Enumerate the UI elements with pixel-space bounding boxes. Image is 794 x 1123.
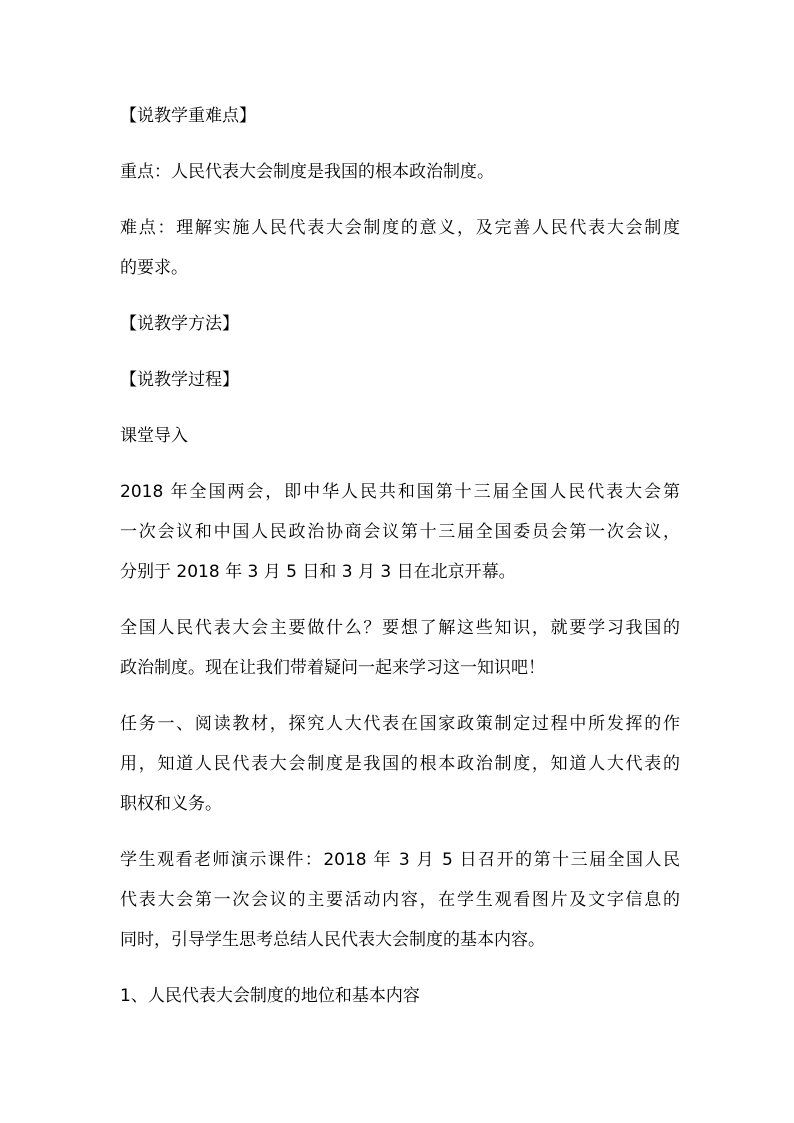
heading-teaching-methods: 【说教学方法】 [120,314,239,334]
section-classroom-intro: 课堂导入 [120,426,188,446]
difficult-point-line-2: 的要求。 [120,258,188,278]
paragraph-1-line-2: 一次会议和中国人民政治协商会议第十三届全国委员会第一次会议， [120,522,680,542]
paragraph-3-line-1: 任务一、阅读教材，探究人大代表在国家政策制定过程中所发挥的作 [120,714,680,734]
paragraph-2-line-1: 全国人民代表大会主要做什么？要想了解这些知识，就要学习我国的 [120,618,680,638]
paragraph-4-line-1: 学生观看老师演示课件：2018 年 3 月 5 日召开的第十三届全国人民 [120,850,680,870]
paragraph-3-line-2: 用，知道人民代表大会制度是我国的根本政治制度，知道人大代表的 [120,754,680,774]
heading-teaching-process: 【说教学过程】 [120,370,239,390]
paragraph-3-line-3: 职权和义务。 [120,794,222,814]
difficult-point-line-1: 难点：理解实施人民代表大会制度的意义，及完善人民代表大会制度 [120,218,680,238]
heading-key-points: 【说教学重难点】 [120,106,256,126]
paragraph-1-line-3: 分别于 2018 年 3 月 5 日和 3 月 3 日在北京开幕。 [120,562,516,582]
paragraph-2-line-2: 政治制度。现在让我们带着疑问一起来学习这一知识吧！ [120,658,545,678]
paragraph-1-line-1: 2018 年全国两会，即中华人民共和国第十三届全国人民代表大会第 [120,482,680,502]
subheading-1: 1、人民代表大会制度的地位和基本内容 [120,986,420,1006]
key-point-text: 重点：人民代表大会制度是我国的根本政治制度。 [120,162,494,182]
paragraph-4-line-3: 同时，引导学生思考总结人民代表大会制度的基本内容。 [120,930,545,950]
paragraph-4-line-2: 代表大会第一次会议的主要活动内容，在学生观看图片及文字信息的 [120,890,680,910]
